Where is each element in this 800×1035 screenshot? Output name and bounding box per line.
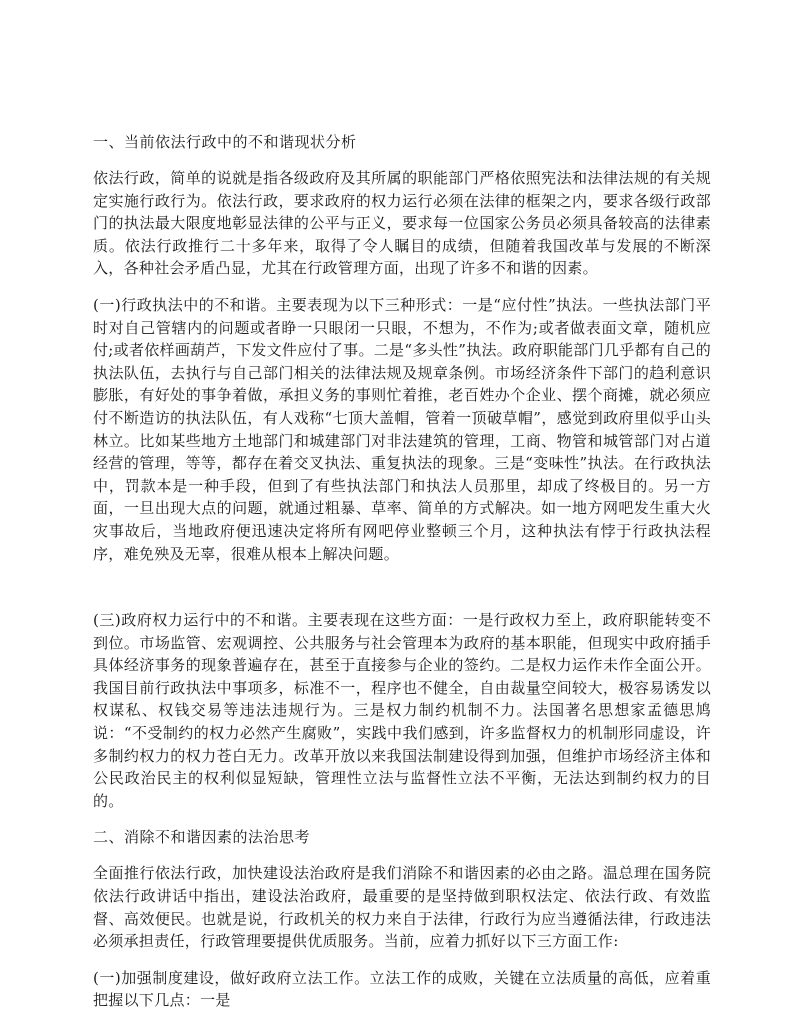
document-page bbox=[93, 131, 711, 1026]
blank-gap bbox=[93, 579, 711, 609]
section-1-intro-paragraph: 依法行政，简单的说就是指各级政府及其所属的职能部门严格依照宪法和法律法规的有关规定实施行政行为。依法行政，要求政府的权力运行必须在法律的框架之内，要求各级行政部门的执法最大限度地彰显法律的公平与正义，要求每一位国家公务员必须具备较高的法律素质。依法行政推行二十多年来，取得了令人瞩目的成绩，但随着我国改革与发展的不断深入，各种社会矛盾凸显，尤其在行政管理方面，出现了许多不和谐的因素。 bbox=[93, 169, 711, 278]
section-1-item-3-paragraph: (三)政府权力运行中的不和谐。主要表现在这些方面：一是行政权力至上，政府职能转变不到位。市场监管、宏观调控、公共服务与社会管理本为政府的基本职能，但现实中政府插手具体经济事务的现象普遍存在，甚至于直接参与企业的签约。二是权力运作未作全面公开。我国目前行政执法中事项多，标准不一，程序也不健全，自由裁量空间较大，极容易诱发以权谋私、权钱交易等违法违规行为。三是权力制约机制不力。法国著名思想家孟德思鸠说：“不受制约的权力必然产生腐败”，实践中我们感到，许多监督权力的机制形同虚设，许多制约权力的权力苍白无力。改革开放以来我国法制建设得到加强，但维护市场经济主体和公民政治民主的权利似显短缺，管理性立法与监督性立法不平衡，无法达到制约权力的目的。 bbox=[93, 611, 711, 810]
section-1-item-1-paragraph: (一)行政执法中的不和谐。主要表现为以下三种形式：一是“应付性”执法。一些执法部门平时对自己管辖内的问题或者睁一只眼闭一只眼，不想为，不作为;或者做表面文章，随机应付;或者依样画葫芦，下发文件应付了事。二是“多头性”执法。政府职能部门几乎都有自己的执法队伍，去执行与自己部门相关的法律法规及规章条例。市场经济条件下部门的趋利意识膨胀，有好处的事争着做，承担义务的事则忙着推，老百姓办个企业、摆个商摊，就必须应付不断造访的执法队伍，有人戏称“七顶大盖帽，管着一顶破草帽”，感觉到政府里似乎山头林立。比如某些地方土地部门和城建部门对非法建筑的管理，工商、物管和城管部门对占道经营的管理，等等，都存在着交叉执法、重复执法的现象。三是“变味性”执法。在行政执法中，罚款本是一种手段，但到了有些执法部门和执法人员那里，却成了终极目的。另一方面，一旦出现大点的问题，就通过粗暴、草率、简单的方式解决。如一地方网吧发生重大火灾事故后，当地政府便迅速决定将所有网吧停业整顿三个月，这种执法有悖于行政执法程序，难免殃及无辜，很难从根本上解决问题。 bbox=[93, 295, 711, 563]
section-2-item-1-paragraph: (一)加强制度建设，做好政府立法工作。立法工作的成败，关键在立法质量的高低，应着重把握以下几点：一是 bbox=[93, 968, 711, 1010]
section-1-heading: 一、当前依法行政中的不和谐现状分析 bbox=[93, 133, 357, 151]
section-2-heading: 二、消除不和谐因素的法治思考 bbox=[93, 828, 311, 847]
section-2-intro-paragraph: 全面推行依法行政，加快建设法治政府是我们消除不和谐因素的必由之路。温总理在国务院依法行政讲话中指出，建设法治政府，最重要的是坚持做到职权法定、依法行政、有效监督、高效便民。也就是说，行政机关的权力来自于法律，行政行为应当遵循法律，行政违法必须承担责任，行政管理要提供优质服务。当前，应着力抓好以下三方面工作: bbox=[93, 864, 711, 951]
